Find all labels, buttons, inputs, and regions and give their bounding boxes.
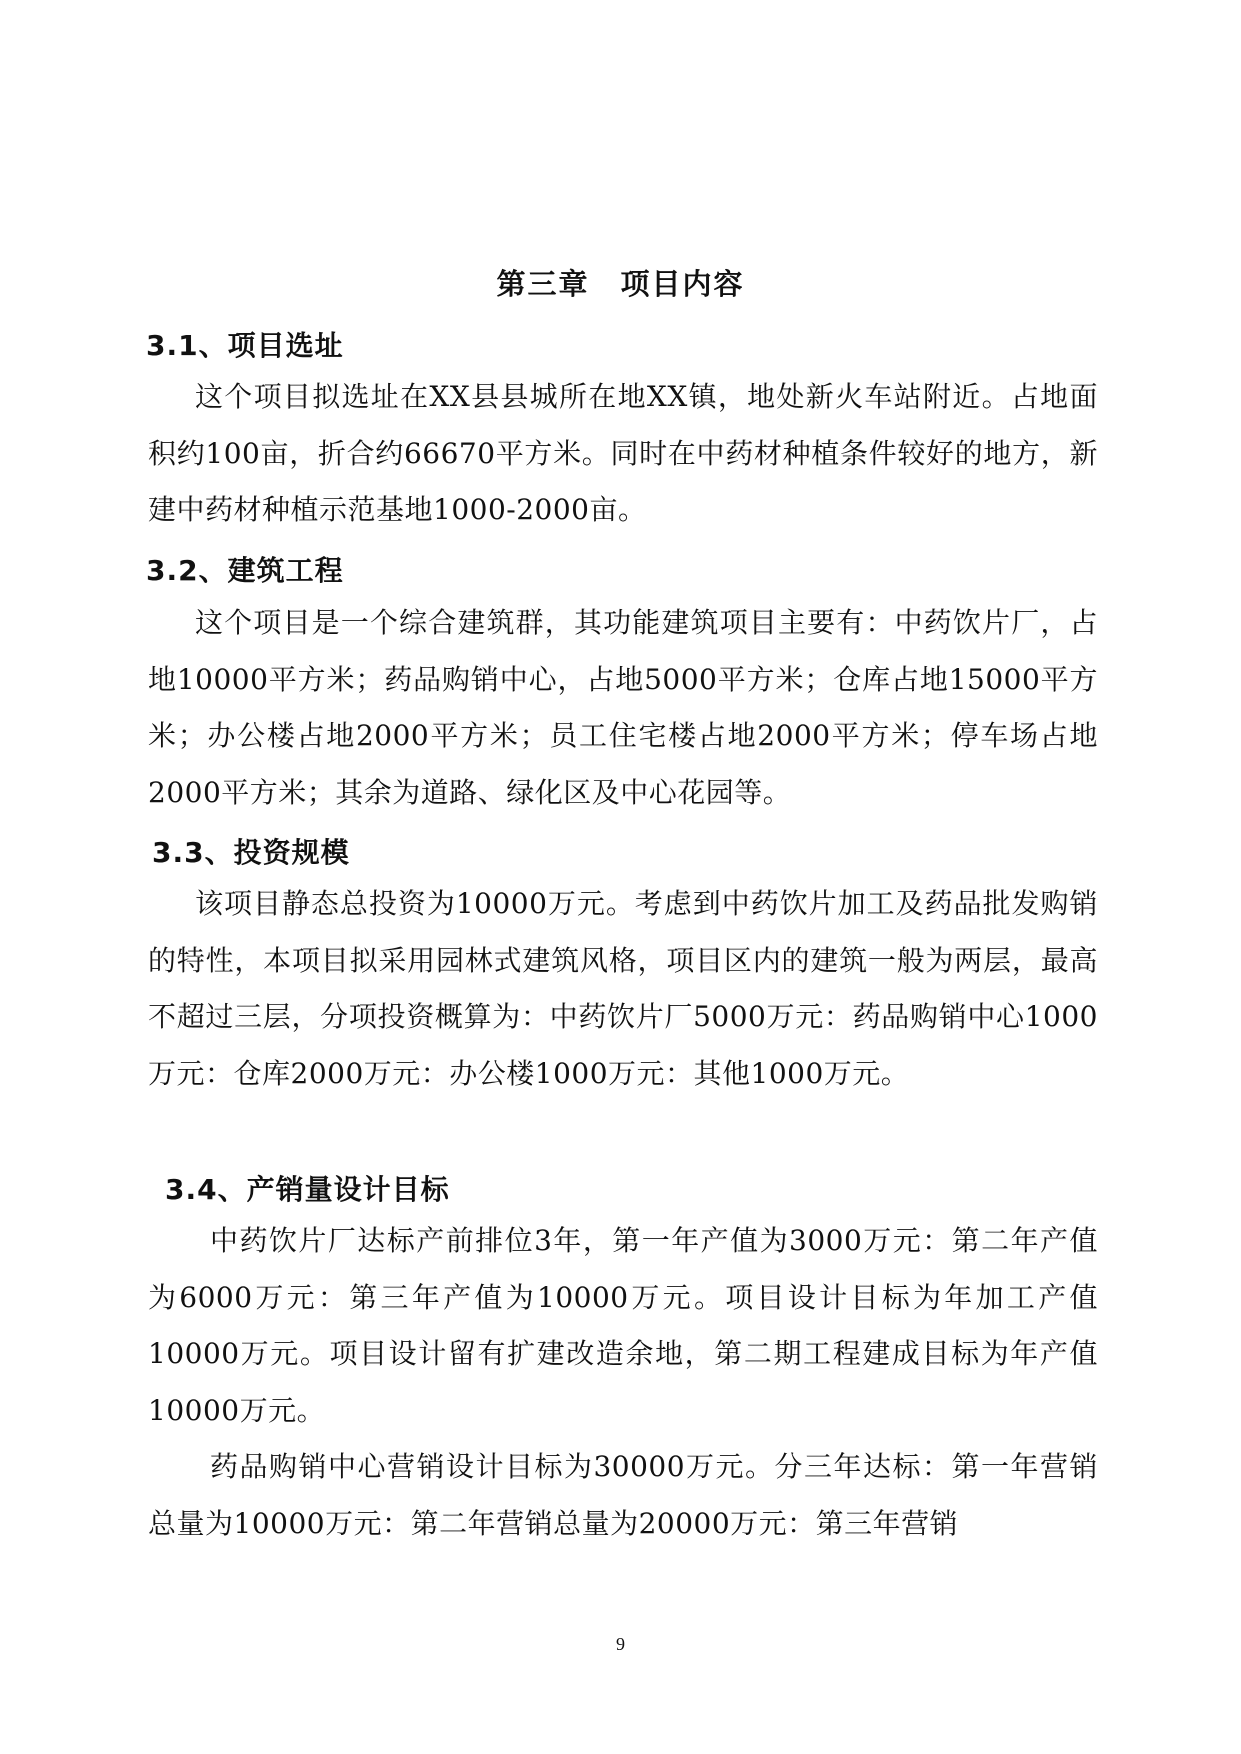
section-paragraph-targets-2: 药品购销中心营销设计目标为30000万元。分三年达标：第一年营销总量为10000万元：第二年营销总量为20000万元：第三年营销 — [148, 1450, 1098, 1540]
section-heading-investment: 3.3、投资规模 — [152, 836, 350, 869]
section-paragraph-construction: 这个项目是一个综合建筑群，其功能建筑项目主要有：中药饮片厂，占地10000平方米；药品购销中心，占地5000平方米；仓库占地15000平方米；办公楼占地2000平方米；员工住宅楼占地2000平方米；停车场占地2000平方米；其余为道路、绿化区及中心花园等。 — [148, 606, 1098, 809]
chapter-title: 第三章 项目内容 — [496, 267, 745, 301]
section-heading-targets: 3.4、产销量设计目标 — [165, 1173, 450, 1206]
section-heading-site: 3.1、项目选址 — [146, 329, 344, 362]
section-paragraph-site: 这个项目拟选址在XX县县城所在地XX镇，地处新火车站附近。占地面积约100亩，折合约66670平方米。同时在中药材种植条件较好的地方，新建中药材种植示范基地1000-2000亩。 — [148, 380, 1098, 526]
page-number: 9 — [616, 1634, 625, 1654]
section-heading-construction: 3.2、建筑工程 — [146, 554, 344, 587]
section-paragraph-investment: 该项目静态总投资为10000万元。考虑到中药饮片加工及药品批发购销的特性，本项目拟采用园林式建筑风格，项目区内的建筑一般为两层，最高不超过三层，分项投资概算为：中药饮片厂5000万元：药品购销中心1000万元：仓库2000万元：办公楼1000万元：其他1000万元。 — [148, 887, 1098, 1090]
section-paragraph-targets-1: 中药饮片厂达标产前排位3年，第一年产值为3000万元：第二年产值为6000万元：第三年产值为10000万元。项目设计目标为年加工产值10000万元。项目设计留有扩建改造余地，第二期工程建成目标为年产值10000万元。 — [148, 1224, 1098, 1427]
